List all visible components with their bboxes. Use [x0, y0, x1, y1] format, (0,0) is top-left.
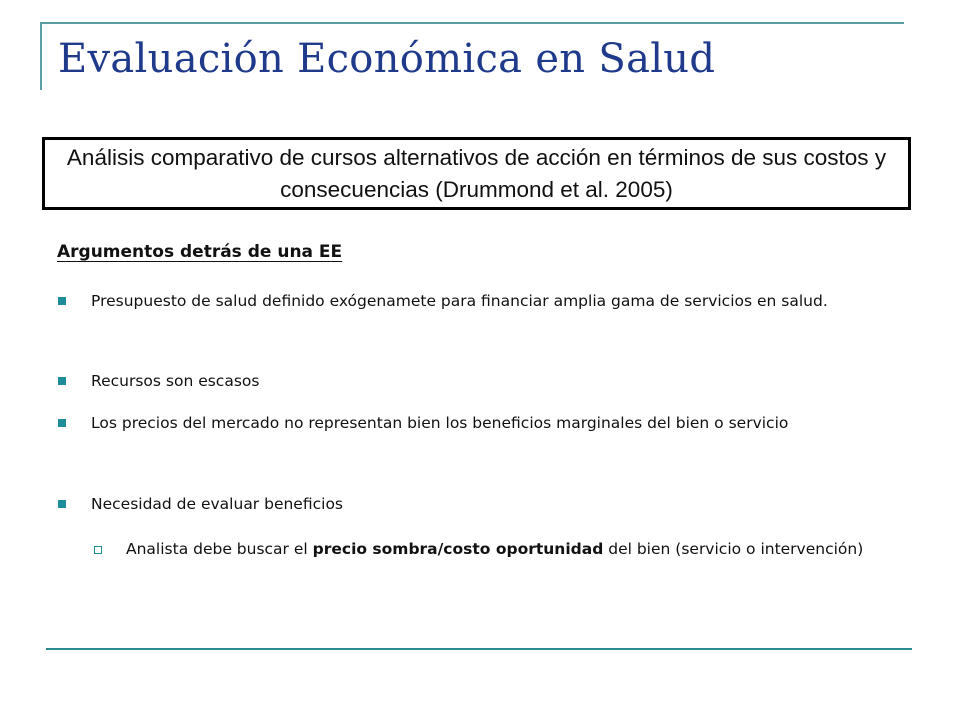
bottom-accent-rule [46, 648, 912, 650]
bullet-marker-3 [58, 419, 66, 427]
sub-bullet-marker [94, 546, 102, 554]
sub-bullet-suffix: del bien (servicio o intervención) [603, 540, 864, 558]
definition-text: Análisis comparativo de cursos alternativos de acción en términos de sus costos y consecuencias (Drummond et al. 2005) [66, 144, 887, 202]
sub-bullet-emphasis: precio sombra/costo oportunidad [312, 540, 604, 558]
bullet-item-4: Necesidad de evaluar beneficios [91, 495, 343, 513]
definition-box [42, 137, 911, 210]
sub-bullet-prefix: Analista debe buscar el [126, 540, 313, 558]
bullet-item-2: Recursos son escasos [91, 372, 260, 390]
section-heading: Argumentos detrás de una EE [57, 242, 343, 262]
bullet-marker-4 [58, 500, 66, 508]
sub-bullet-item [126, 530, 906, 568]
side-accent-rule [40, 22, 42, 90]
bullet-item-3: Los precios del mercado no representan bien los beneficios marginales del bien o servicio [91, 414, 789, 432]
top-accent-rule [40, 22, 904, 24]
bullet-item-1: Presupuesto de salud definido exógenamete para financiar amplia gama de servicios en salud. [91, 292, 828, 310]
bullet-marker-2 [58, 377, 66, 385]
bullet-marker-1 [58, 297, 66, 305]
slide-title: Evaluación Económica en Salud [58, 36, 716, 82]
